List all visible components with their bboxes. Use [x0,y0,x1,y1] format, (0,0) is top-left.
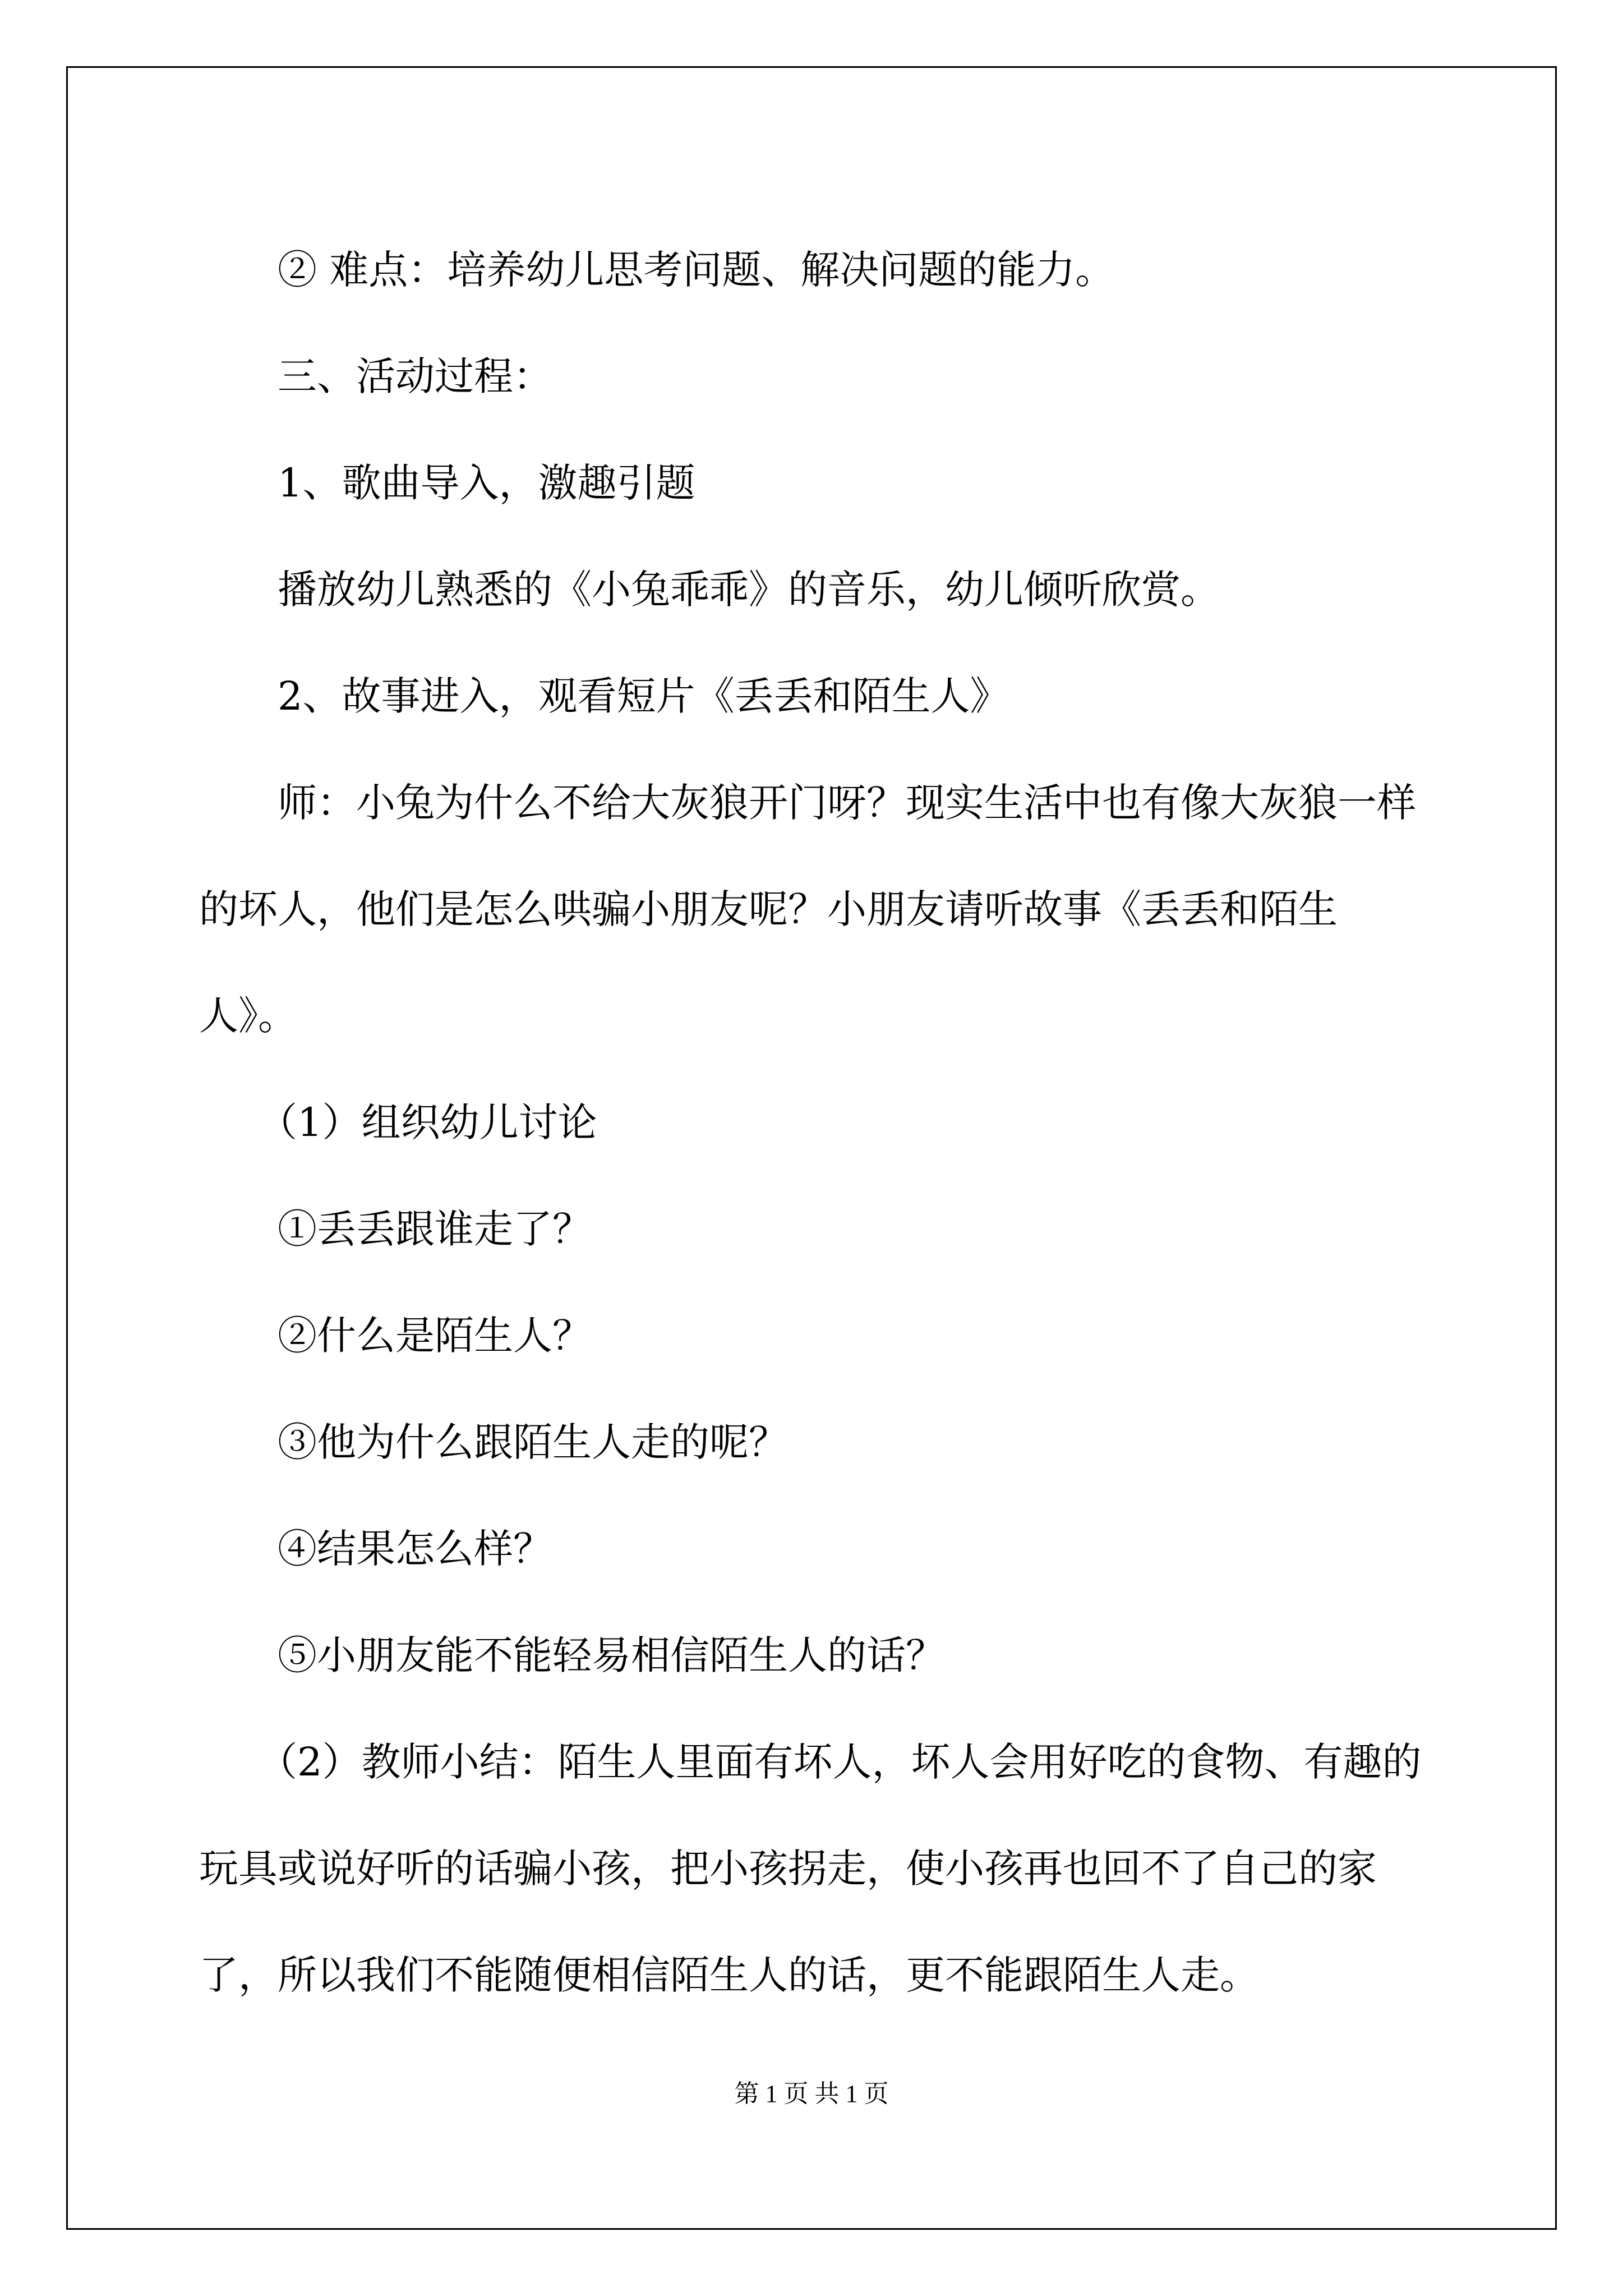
document-body [199,217,1427,2028]
question-item-3: ③他为什么跟陌生人走的呢？ [278,1419,788,1465]
question-item-4: ④结果怎么样？ [278,1526,552,1572]
heading-activity-process: 三、活动过程： [278,353,552,399]
paragraph-play-music: 播放幼儿熟悉的《小兔乖乖》的音乐，幼儿倾听欣赏。 [278,567,1220,613]
question-item-2: ②什么是陌生人？ [278,1313,592,1359]
page-footer: 第 1 页 共 1 页 [734,2080,889,2108]
paragraph-difficulty: ② 难点：培养幼儿思考问题、解决问题的能力。 [278,247,1115,293]
paragraph-teacher-question: 师：小兔为什么不给大灰狼开门呀？现实生活中也有像大灰狼一样的坏人，他们是怎么哄骗小朋友呢？小朋友请听故事《丢丢和陌生人》。 [199,780,1416,1039]
heading-discussion: （1）组织幼儿讨论 [258,1099,597,1145]
question-item-1: ①丢丢跟谁走了？ [278,1206,592,1252]
heading-step-2: 2、故事进入，观看短片《丢丢和陌生人》 [278,673,1009,719]
heading-step-1: 1、歌曲导入，激趣引题 [278,460,695,506]
question-item-5: ⑤小朋友能不能轻易相信陌生人的话？ [278,1632,945,1678]
paragraph-teacher-summary: （2）教师小结：陌生人里面有坏人，坏人会用好吃的食物、有趣的玩具或说好听的话骗小孩，把小孩拐走，使小孩再也回不了自己的家了，所以我们不能随便相信陌生人的话，更不能跟陌生人走。 [199,1739,1422,1998]
